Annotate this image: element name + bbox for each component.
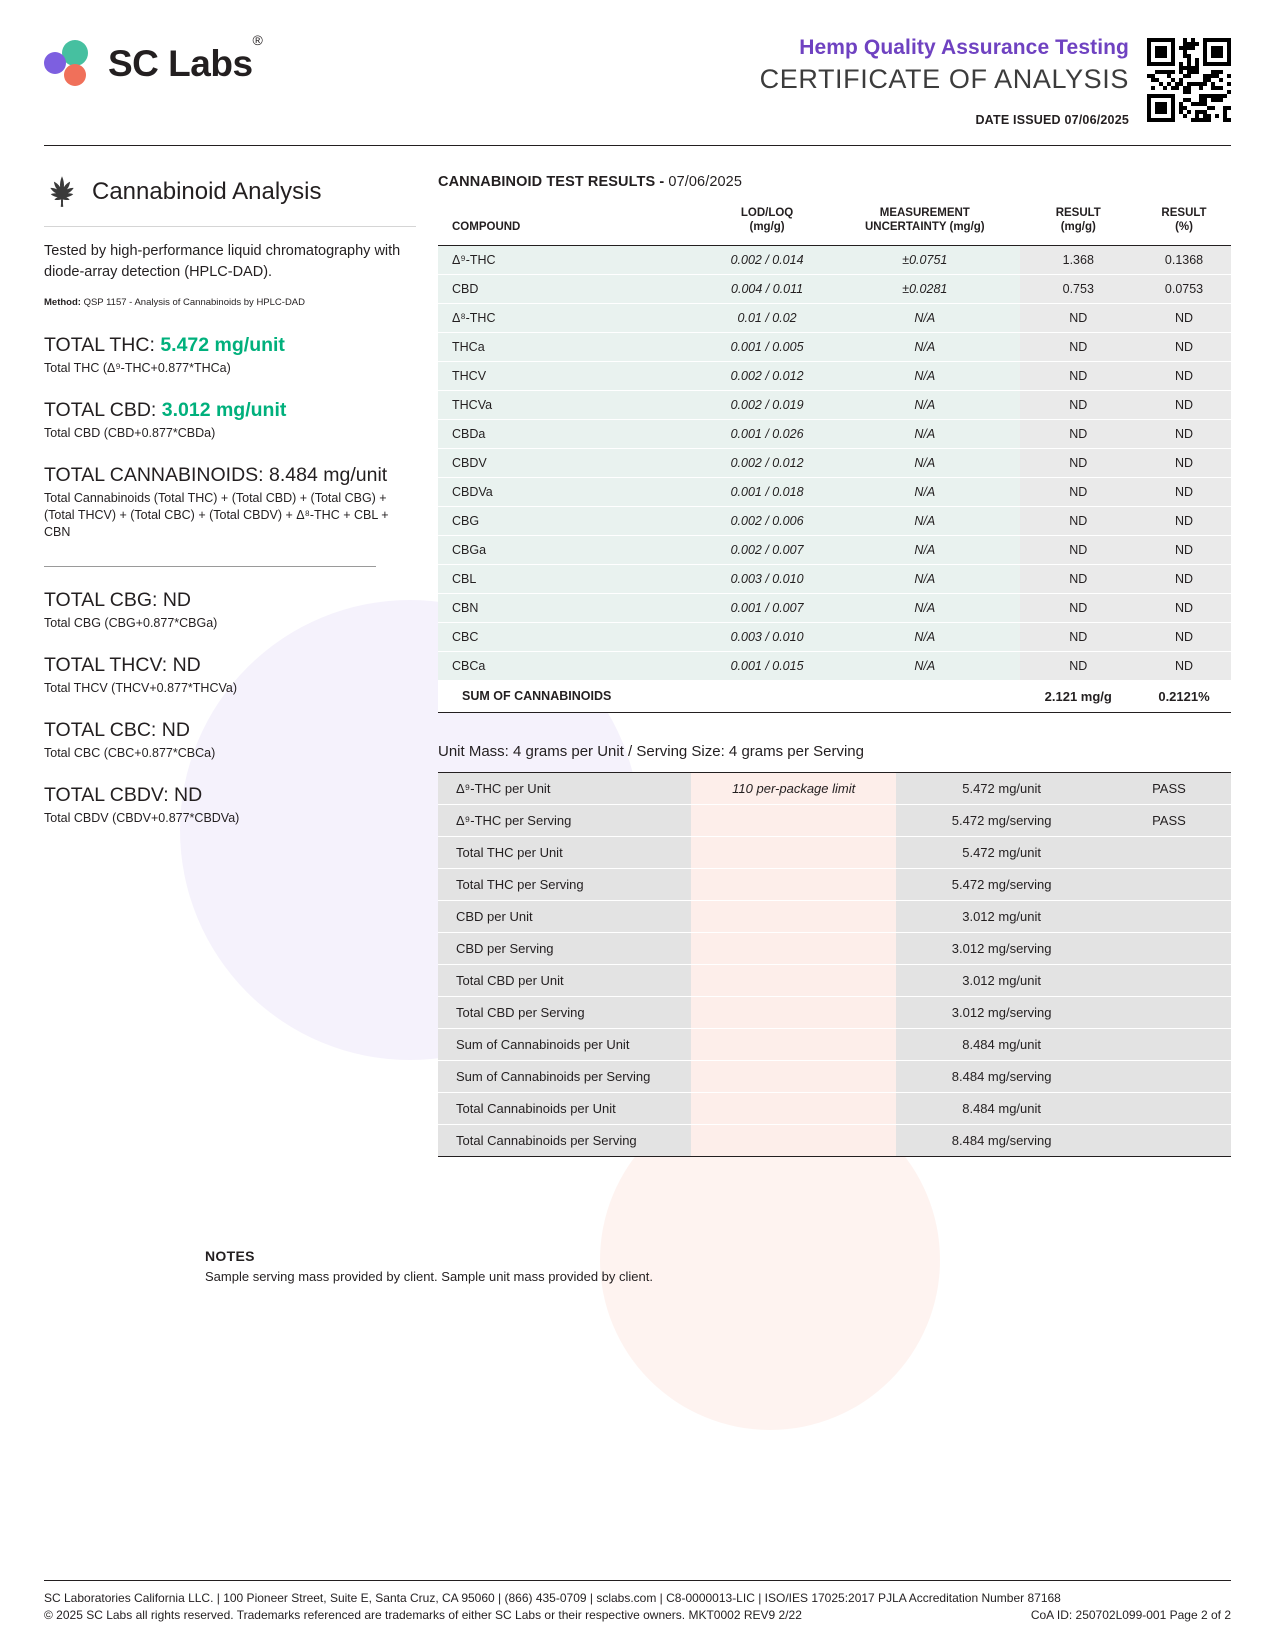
table-row [438,900,1231,932]
cell-lodloq: 0.003 / 0.010 [704,564,830,593]
col-result-mgg-l1: RESULT [1055,207,1101,219]
unit-mass-heading: Unit Mass: 4 grams per Unit / Serving Size: 4 grams per Serving [438,742,864,760]
cell-result-mgg: ND [1020,622,1138,651]
cell-uncertainty: N/A [830,303,1019,332]
table-row [438,448,1231,477]
cell-unit-status [1107,1092,1231,1124]
registered-mark: ® [252,31,263,48]
totals-secondary [44,589,416,827]
cell-uncertainty: N/A [830,651,1019,680]
cell-unit-status [1107,900,1231,932]
table-row [438,804,1231,836]
cell-result-pct: 0.1368 [1137,245,1231,274]
cell-compound: CBCa [438,651,704,680]
cell-unit-label: Total Cannabinoids per Serving [438,1124,691,1156]
cell-unit-status [1107,996,1231,1028]
table-row [438,245,1231,274]
cell-compound: Δ⁸-THC [438,303,704,332]
results-table-head [438,202,1231,245]
cell-result-mgg: ND [1020,361,1138,390]
cell-lodloq: 0.001 / 0.018 [704,477,830,506]
cell-lodloq: 0.002 / 0.012 [704,361,830,390]
page-footer [44,1580,1231,1622]
method-label: Method: [44,297,81,309]
cell-unit-label: Total Cannabinoids per Unit [438,1092,691,1124]
cell-unit-status [1107,932,1231,964]
cell-uncertainty: N/A [830,390,1019,419]
cell-compound: CBGa [438,535,704,564]
cell-result-pct: ND [1137,419,1231,448]
cell-result-pct: ND [1137,535,1231,564]
total-thc-value: 5.472 mg/unit [160,334,285,357]
table-row [438,303,1231,332]
cell-unit-value: 3.012 mg/unit [896,964,1106,996]
table-row [438,932,1231,964]
cell-result-pct: ND [1137,390,1231,419]
total-thcv-label: TOTAL THCV: ND [44,654,201,677]
cell-result-pct: ND [1137,448,1231,477]
cell-unit-value: 5.472 mg/serving [896,868,1106,900]
cell-compound: CBL [438,564,704,593]
total-thc [44,334,416,357]
totals-primary [44,334,416,540]
col-uncertainty [830,202,1019,245]
table-row [438,772,1231,804]
cell-result-pct: ND [1137,651,1231,680]
table-row [438,564,1231,593]
cell-unit-limit [691,1124,896,1156]
cannabinoid-analysis-panel [44,174,416,1157]
table-row [438,477,1231,506]
table-row [438,1028,1231,1060]
sum-result-pct: 0.2121% [1137,680,1231,712]
cell-unit-value: 3.012 mg/unit [896,900,1106,932]
cell-lodloq: 0.001 / 0.007 [704,593,830,622]
analysis-description: Tested by high-performance liquid chromatography with diode-array detection (HPLC-DAD). [44,226,416,283]
cell-result-pct: ND [1137,332,1231,361]
table-row [438,868,1231,900]
cell-unit-limit [691,900,896,932]
cell-result-pct: ND [1137,564,1231,593]
cell-unit-status [1107,1060,1231,1092]
qr-code-icon[interactable] [1147,38,1231,122]
cell-unit-value: 8.484 mg/unit [896,1092,1106,1124]
cell-uncertainty: N/A [830,332,1019,361]
cell-unit-limit [691,1028,896,1060]
results-table-title-date: 07/06/2025 [664,174,742,190]
cell-compound: CBC [438,622,704,651]
cell-unit-value: 5.472 mg/unit [896,772,1106,804]
per-unit-results-table [438,772,1231,1157]
cell-unit-limit [691,1060,896,1092]
cell-uncertainty: N/A [830,506,1019,535]
table-row [438,361,1231,390]
cell-compound: THCa [438,332,704,361]
col-uncertainty-l1: MEASUREMENT [879,207,970,219]
col-result-mgg [1020,202,1138,245]
sum-result-mgg: 2.121 mg/g [1020,680,1138,712]
cell-result-mgg: ND [1020,390,1138,419]
brand-name-text: SC Labs [108,43,253,84]
notes-block [205,1248,685,1286]
notes-body: Sample serving mass provided by client. Sample unit mass provided by client. [205,1269,653,1284]
total-cannabinoids [44,464,416,487]
cell-lodloq: 0.001 / 0.005 [704,332,830,361]
cell-compound: Δ⁹-THC [438,245,704,274]
page-header [0,0,1275,127]
cell-unit-label: Total THC per Unit [438,836,691,868]
total-cbd [44,399,416,422]
cell-unit-limit [691,804,896,836]
total-cbdv-label: TOTAL CBDV: ND [44,784,203,807]
cell-lodloq: 0.01 / 0.02 [704,303,830,332]
cell-unit-label: Total CBD per Serving [438,996,691,1028]
cell-result-mgg: 0.753 [1020,274,1138,303]
cell-unit-limit [691,1092,896,1124]
cell-unit-label: Sum of Cannabinoids per Serving [438,1060,691,1092]
col-lodloq [704,202,830,245]
cell-result-mgg: ND [1020,477,1138,506]
cell-result-pct: ND [1137,622,1231,651]
cell-lodloq: 0.002 / 0.007 [704,535,830,564]
cell-unit-status: PASS [1107,804,1231,836]
col-result-pct [1137,202,1231,245]
cell-uncertainty: N/A [830,593,1019,622]
col-compound-l1: COMPOUND [452,221,521,234]
cell-unit-limit [691,996,896,1028]
table-row [438,622,1231,651]
col-lodloq-l2: (mg/g) [749,221,785,234]
date-issued: DATE ISSUED 07/06/2025 [975,113,1129,127]
header-divider [44,145,1231,146]
section-title: Cannabinoid Analysis [92,178,322,205]
cell-result-mgg: ND [1020,448,1138,477]
cell-uncertainty: N/A [830,448,1019,477]
table-row [438,332,1231,361]
cell-unit-status [1107,868,1231,900]
cell-result-pct: ND [1137,506,1231,535]
table-row [438,1060,1231,1092]
table-row [438,1092,1231,1124]
cell-uncertainty: ±0.0751 [830,245,1019,274]
sum-uncertainty [830,680,1019,712]
cell-unit-value: 8.484 mg/serving [896,1124,1106,1156]
cell-uncertainty: N/A [830,564,1019,593]
total-cbdv-formula: Total CBDV (CBDV+0.877*CBDVa) [44,811,240,826]
total-cbc-formula: Total CBC (CBC+0.877*CBCa) [44,746,216,761]
cell-uncertainty: ±0.0281 [830,274,1019,303]
cell-unit-value: 3.012 mg/serving [896,932,1106,964]
footer-copyright: © 2025 SC Labs all rights reserved. Trademarks referenced are trademarks of either SC Labs or their respective owners. MKT0002 REV9 2/22 [44,1608,802,1622]
cell-uncertainty: N/A [830,361,1019,390]
cell-compound: CBG [438,506,704,535]
cell-unit-status [1107,964,1231,996]
sum-lodloq [704,680,830,712]
cell-unit-status [1107,1028,1231,1060]
col-result-pct-l2: (%) [1175,221,1193,234]
cell-uncertainty: N/A [830,535,1019,564]
page-title: CERTIFICATE OF ANALYSIS [759,64,1129,94]
cell-unit-limit [691,932,896,964]
cell-lodloq: 0.003 / 0.010 [704,622,830,651]
cell-compound: CBDa [438,419,704,448]
table-row [438,506,1231,535]
total-thc-formula: Total THC (Δ⁹-THC+0.877*THCa) [44,361,231,376]
footer-divider [44,1580,1231,1581]
table-row [438,651,1231,680]
cell-compound: CBDV [438,448,704,477]
table-row [438,836,1231,868]
col-lodloq-l1: LOD/LOQ [740,207,794,219]
cell-compound: THCV [438,361,704,390]
cell-result-mgg: ND [1020,303,1138,332]
table-row [438,535,1231,564]
cell-unit-label: Total CBD per Unit [438,964,691,996]
cell-result-pct: ND [1137,593,1231,622]
cell-result-mgg: ND [1020,506,1138,535]
cell-uncertainty: N/A [830,419,1019,448]
cell-result-pct: ND [1137,477,1231,506]
cell-result-pct: ND [1137,303,1231,332]
cell-unit-value: 5.472 mg/unit [896,836,1106,868]
cell-result-mgg: ND [1020,535,1138,564]
method-line [44,297,416,308]
cell-lodloq: 0.004 / 0.011 [704,274,830,303]
total-cannabinoids-label: TOTAL CANNABINOIDS: [44,463,264,486]
cell-result-mgg: ND [1020,593,1138,622]
table-row [438,593,1231,622]
cell-result-mgg: ND [1020,419,1138,448]
total-thcv-formula: Total THCV (THCV+0.877*THCVa) [44,681,237,696]
cell-unit-value: 8.484 mg/serving [896,1060,1106,1092]
cell-unit-label: Δ⁹-THC per Serving [438,804,691,836]
cell-lodloq: 0.002 / 0.019 [704,390,830,419]
cell-unit-label: CBD per Unit [438,900,691,932]
table-row [438,390,1231,419]
cell-unit-status: PASS [1107,772,1231,804]
total-cbg-formula: Total CBG (CBG+0.877*CBGa) [44,616,218,631]
results-table-title [438,174,1231,190]
cell-result-pct: ND [1137,361,1231,390]
results-table-body [438,245,1231,712]
cell-unit-label: Sum of Cannabinoids per Unit [438,1028,691,1060]
cell-unit-label: Total THC per Serving [438,868,691,900]
cell-compound: CBD [438,274,704,303]
footer-coa-id: CoA ID: 250702L099-001 Page 2 of 2 [1030,1608,1231,1622]
cell-unit-limit [691,868,896,900]
total-cbd-label: TOTAL CBD: [44,398,157,421]
notes-title: NOTES [205,1248,255,1264]
cell-unit-label: CBD per Serving [438,932,691,964]
cell-compound: CBDVa [438,477,704,506]
cell-compound: CBN [438,593,704,622]
col-result-pct-l1: RESULT [1161,207,1207,219]
cell-lodloq: 0.001 / 0.026 [704,419,830,448]
brand-logo [44,26,262,90]
table-row [438,996,1231,1028]
total-thc-label: TOTAL THC: [44,334,155,357]
cell-uncertainty: N/A [830,477,1019,506]
total-cannabinoids-formula: Total Cannabinoids (Total THC) + (Total CBD) + (Total CBG) + (Total THCV) + (Total CBC) + (Total CBDV) + Δ⁸-THC + CBL + CBN [44,490,389,539]
cell-result-mgg: ND [1020,651,1138,680]
cell-unit-status [1107,1124,1231,1156]
cell-result-mgg: ND [1020,564,1138,593]
table-row [438,419,1231,448]
cell-lodloq: 0.002 / 0.014 [704,245,830,274]
cell-lodloq: 0.002 / 0.012 [704,448,830,477]
cell-lodloq: 0.001 / 0.015 [704,651,830,680]
cell-uncertainty: N/A [830,622,1019,651]
cell-unit-status [1107,836,1231,868]
totals-divider [44,566,376,567]
col-uncertainty-l2: UNCERTAINTY (mg/g) [864,221,985,234]
cell-compound: THCVa [438,390,704,419]
cell-unit-value: 3.012 mg/serving [896,996,1106,1028]
cannabis-leaf-icon [44,174,80,210]
cell-result-mgg: 1.368 [1020,245,1138,274]
col-compound [438,202,704,245]
cell-unit-limit [691,964,896,996]
cell-result-pct: 0.0753 [1137,274,1231,303]
total-cbg-label: TOTAL CBG: ND [44,589,191,612]
table-row [438,964,1231,996]
method-value: QSP 1157 - Analysis of Cannabinoids by HPLC-DAD [83,297,306,309]
footer-address: SC Laboratories California LLC. | 100 Pioneer Street, Suite E, Santa Cruz, CA 95060 | (866) 435-0709 | sclabs.com | C8-0000013-LIC | ISO/IES 17025:2017 PJLA Accreditation Number 87168 [44,1591,1061,1605]
results-table-title-text: CANNABINOID TEST RESULTS - [438,174,665,190]
cannabinoid-results-table [438,202,1231,713]
brand-name [108,31,263,85]
cell-unit-limit: 110 per-package limit [691,772,896,804]
total-cbc-label: TOTAL CBC: ND [44,719,190,742]
cell-lodloq: 0.002 / 0.006 [704,506,830,535]
col-result-mgg-l2: (mg/g) [1060,221,1096,234]
cell-result-mgg: ND [1020,332,1138,361]
document-subtitle: Hemp Quality Assurance Testing [799,36,1129,59]
sum-label: SUM OF CANNABINOIDS [438,680,704,712]
sum-of-cannabinoids-row [438,680,1231,712]
cell-unit-value: 5.472 mg/serving [896,804,1106,836]
per-unit-table-body [438,772,1231,1156]
total-cbd-value: 3.012 mg/unit [161,398,287,421]
cell-unit-label: Δ⁹-THC per Unit [438,772,691,804]
table-row [438,274,1231,303]
total-cbd-formula: Total CBD (CBD+0.877*CBDa) [44,425,216,440]
sclabs-logo-icon [44,38,96,90]
cell-unit-limit [691,836,896,868]
cell-unit-value: 8.484 mg/unit [896,1028,1106,1060]
table-row [438,1124,1231,1156]
total-cannabinoids-value: 8.484 mg/unit [269,463,388,486]
